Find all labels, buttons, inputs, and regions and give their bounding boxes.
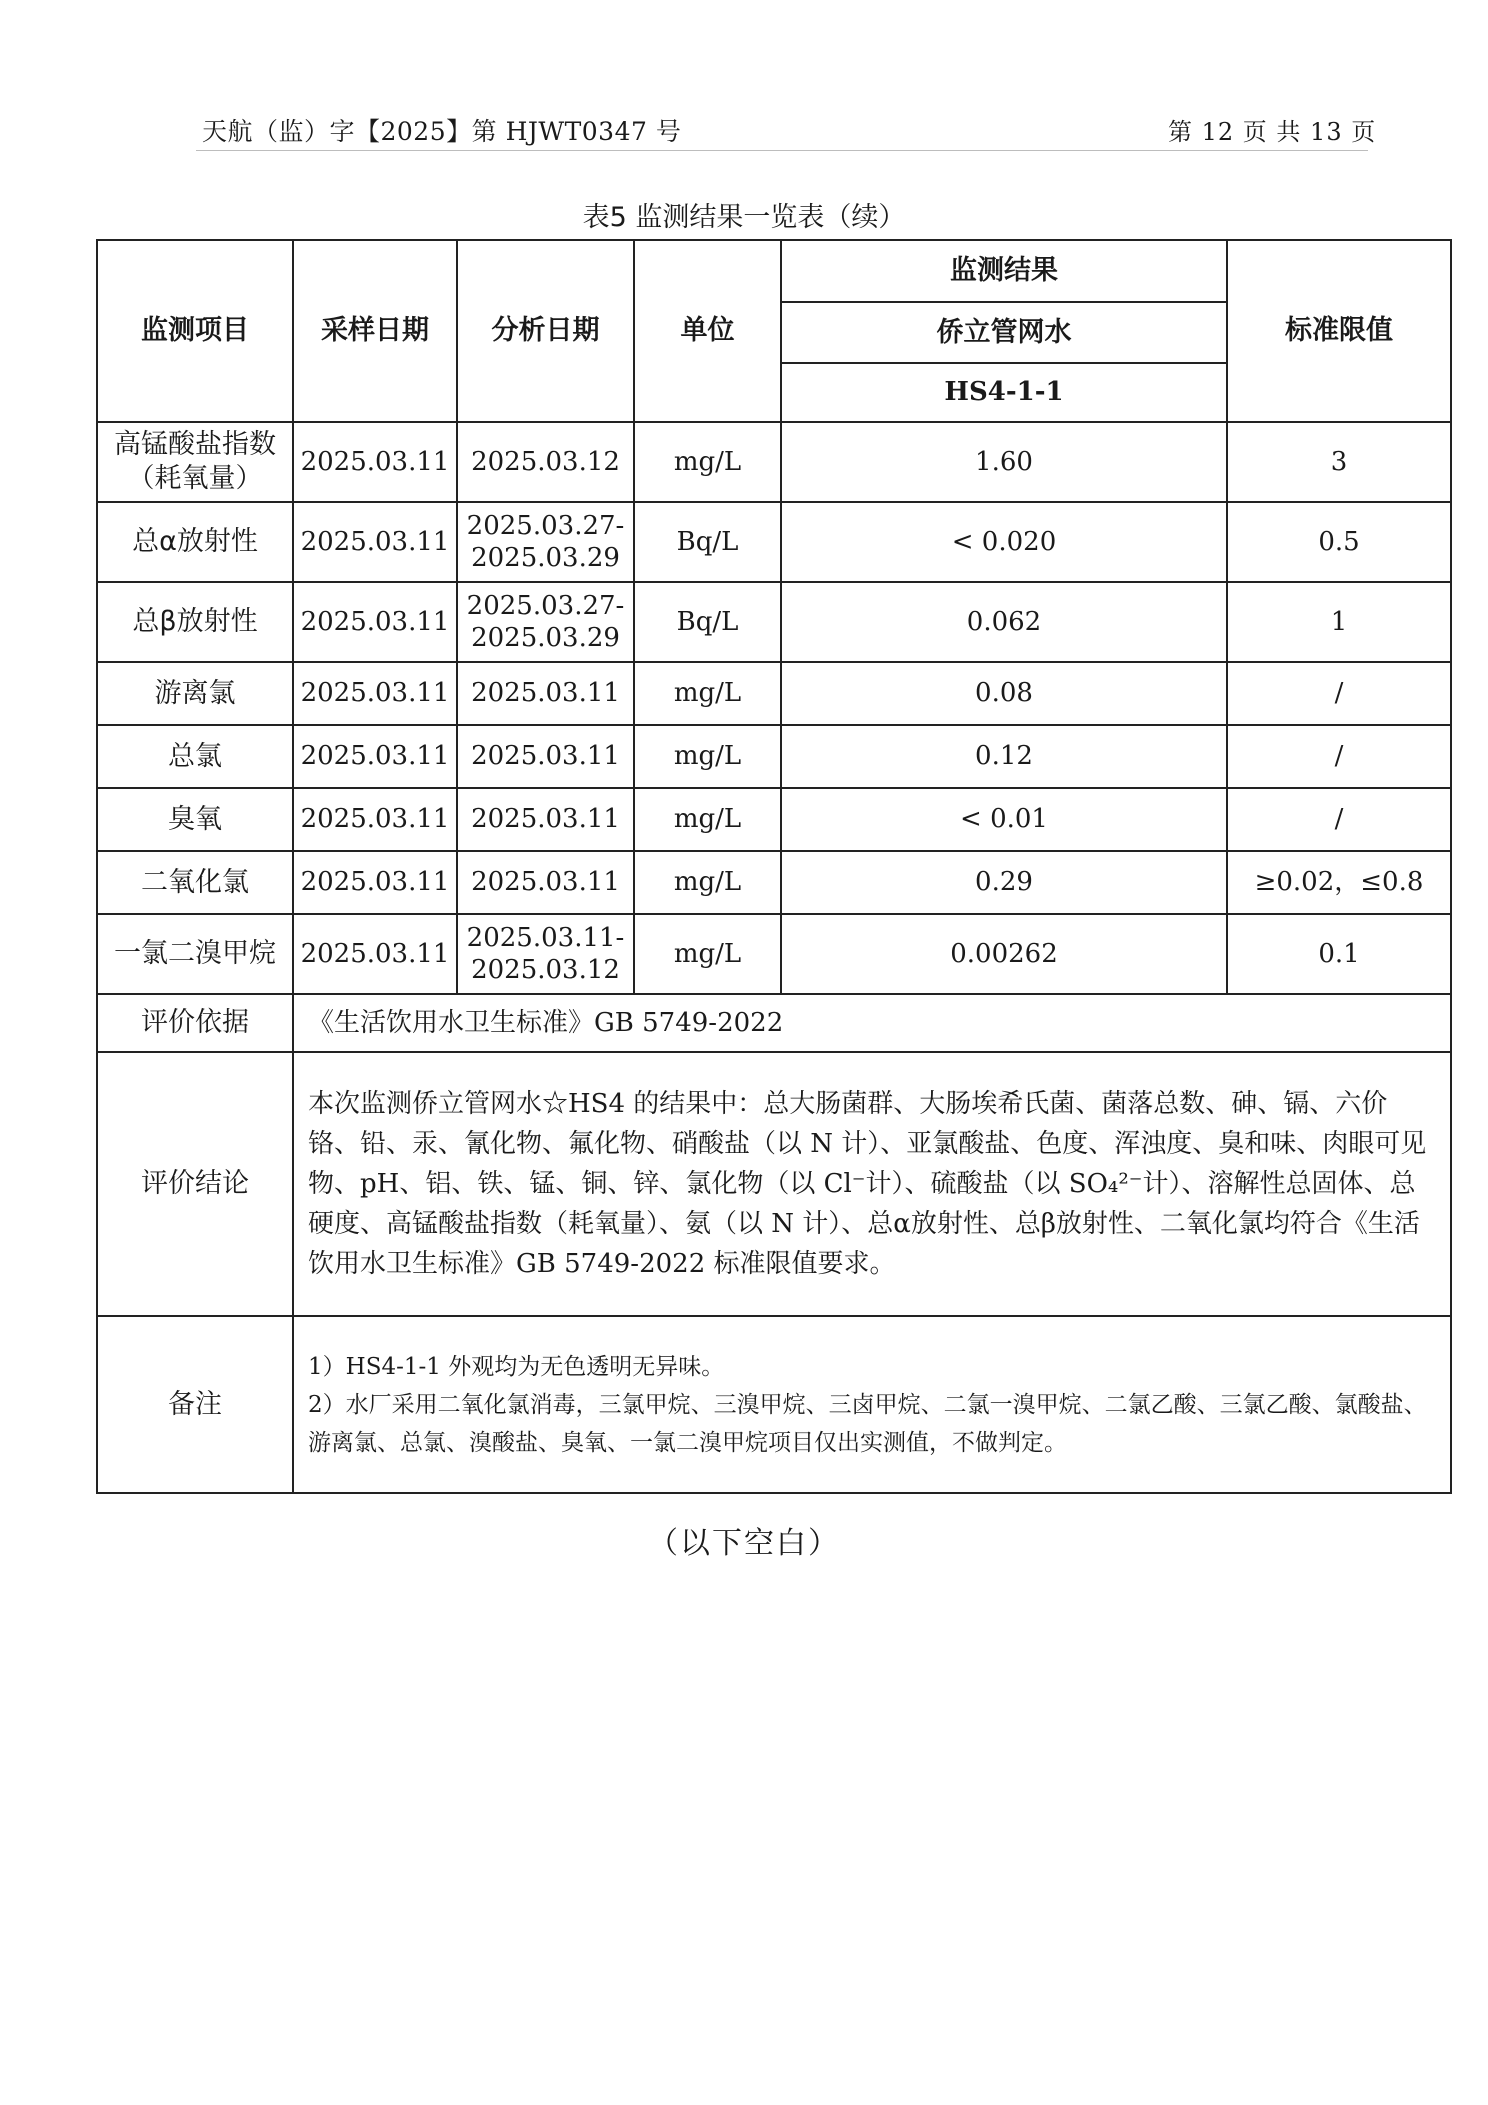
unit: Bq/L bbox=[634, 502, 781, 582]
table-row bbox=[97, 582, 1451, 662]
note-item: 1）HS4-1-1 外观均为无色透明无异味。 bbox=[308, 1353, 725, 1380]
conclusion-text: 本次监测侨立管网水☆HS4 的结果中：总大肠菌群、大肠埃希氏菌、菌落总数、砷、镉、六价铬、铅、汞、氰化物、氟化物、硝酸盐（以 N 计）、亚氯酸盐、色度、浑浊度、臭和味、肉眼可见物、pH、铝、铁、锰、铜、锌、氯化物（以 Cl⁻计）、硫酸盐（以 SO₄²⁻计）、溶解性总固体、总硬度、高锰酸盐指数（耗氧量）、氨（以 N 计）、总α放射性、总β放射性、二氧化氯均符合《生活饮用水卫生标准》GB 5749-2022 标准限值要求。 bbox=[293, 1052, 1451, 1316]
report-number: 天航（监）字【2025】第 HJWT0347 号 bbox=[202, 117, 682, 146]
notes-content bbox=[293, 1316, 1451, 1493]
sample-date: 2025.03.11 bbox=[293, 662, 457, 725]
header-divider bbox=[196, 150, 1368, 151]
unit: Bq/L bbox=[634, 582, 781, 662]
result-value: 0.00262 bbox=[781, 914, 1227, 994]
unit: mg/L bbox=[634, 914, 781, 994]
unit: mg/L bbox=[634, 725, 781, 788]
header-result-group: 监测结果 bbox=[781, 240, 1227, 302]
table-title: 表5 监测结果一览表（续） bbox=[582, 202, 906, 233]
notes-row bbox=[97, 1316, 1451, 1493]
table-row bbox=[97, 851, 1451, 914]
unit: mg/L bbox=[634, 851, 781, 914]
conclusion-label: 评价结论 bbox=[97, 1052, 293, 1316]
limit-value: 0.5 bbox=[1227, 502, 1451, 582]
unit: mg/L bbox=[634, 662, 781, 725]
result-value: < 0.01 bbox=[781, 788, 1227, 851]
notes-label: 备注 bbox=[97, 1316, 293, 1493]
analysis-date: 2025.03.11-2025.03.12 bbox=[457, 914, 634, 994]
basis-text: 《生活饮用水卫生标准》GB 5749-2022 bbox=[293, 994, 1451, 1052]
table-row bbox=[97, 662, 1451, 725]
limit-value: 0.1 bbox=[1227, 914, 1451, 994]
sample-date: 2025.03.11 bbox=[293, 582, 457, 662]
sample-date: 2025.03.11 bbox=[293, 914, 457, 994]
result-value: 0.29 bbox=[781, 851, 1227, 914]
table-row bbox=[97, 422, 1451, 502]
result-value: < 0.020 bbox=[781, 502, 1227, 582]
unit: mg/L bbox=[634, 788, 781, 851]
header-sample-id: HS4-1-1 bbox=[781, 363, 1227, 422]
item-name: 游离氯 bbox=[97, 662, 293, 725]
item-name: 总β放射性 bbox=[97, 582, 293, 662]
result-value: 0.08 bbox=[781, 662, 1227, 725]
limit-value: 1 bbox=[1227, 582, 1451, 662]
table-row bbox=[97, 725, 1451, 788]
header-unit: 单位 bbox=[634, 240, 781, 422]
header-site: 侨立管网水 bbox=[781, 302, 1227, 363]
item-name: 总氯 bbox=[97, 725, 293, 788]
limit-value: 3 bbox=[1227, 422, 1451, 502]
item-name: 臭氧 bbox=[97, 788, 293, 851]
sample-date: 2025.03.11 bbox=[293, 725, 457, 788]
table-row bbox=[97, 502, 1451, 582]
results-table bbox=[96, 239, 1452, 1494]
sample-date: 2025.03.11 bbox=[293, 422, 457, 502]
table-row bbox=[97, 788, 1451, 851]
item-name: 二氧化氯 bbox=[97, 851, 293, 914]
analysis-date: 2025.03.12 bbox=[457, 422, 634, 502]
unit: mg/L bbox=[634, 422, 781, 502]
table-row bbox=[97, 914, 1451, 994]
conclusion-row bbox=[97, 1052, 1451, 1316]
header-limit: 标准限值 bbox=[1227, 240, 1451, 422]
header-sample-date: 采样日期 bbox=[293, 240, 457, 422]
header-analysis-date: 分析日期 bbox=[457, 240, 634, 422]
analysis-date: 2025.03.11 bbox=[457, 662, 634, 725]
basis-label: 评价依据 bbox=[97, 994, 293, 1052]
result-value: 0.062 bbox=[781, 582, 1227, 662]
item-name: 高锰酸盐指数（耗氧量） bbox=[97, 422, 293, 502]
sample-date: 2025.03.11 bbox=[293, 788, 457, 851]
header-item: 监测项目 bbox=[97, 240, 293, 422]
analysis-date: 2025.03.11 bbox=[457, 851, 634, 914]
sample-date: 2025.03.11 bbox=[293, 502, 457, 582]
sample-date: 2025.03.11 bbox=[293, 851, 457, 914]
note-item: 2）水厂采用二氧化氯消毒，三氯甲烷、三溴甲烷、三卤甲烷、二氯一溴甲烷、二氯乙酸、三氯乙酸、氯酸盐、游离氯、总氯、溴酸盐、臭氧、一氯二溴甲烷项目仅出实测值，不做判定。 bbox=[308, 1391, 1427, 1456]
page-number: 第 12 页 共 13 页 bbox=[1168, 118, 1377, 146]
item-name: 一氯二溴甲烷 bbox=[97, 914, 293, 994]
limit-value: ≥0.02，≤0.8 bbox=[1227, 851, 1451, 914]
analysis-date: 2025.03.11 bbox=[457, 725, 634, 788]
limit-value: / bbox=[1227, 725, 1451, 788]
result-value: 1.60 bbox=[781, 422, 1227, 502]
blank-below-marker: （以下空白） bbox=[648, 1526, 840, 1561]
limit-value: / bbox=[1227, 788, 1451, 851]
results-table-wrapper bbox=[96, 239, 1452, 1494]
analysis-date: 2025.03.27-2025.03.29 bbox=[457, 502, 634, 582]
limit-value: / bbox=[1227, 662, 1451, 725]
item-name: 总α放射性 bbox=[97, 502, 293, 582]
analysis-date: 2025.03.11 bbox=[457, 788, 634, 851]
result-value: 0.12 bbox=[781, 725, 1227, 788]
basis-row bbox=[97, 994, 1451, 1052]
analysis-date: 2025.03.27-2025.03.29 bbox=[457, 582, 634, 662]
